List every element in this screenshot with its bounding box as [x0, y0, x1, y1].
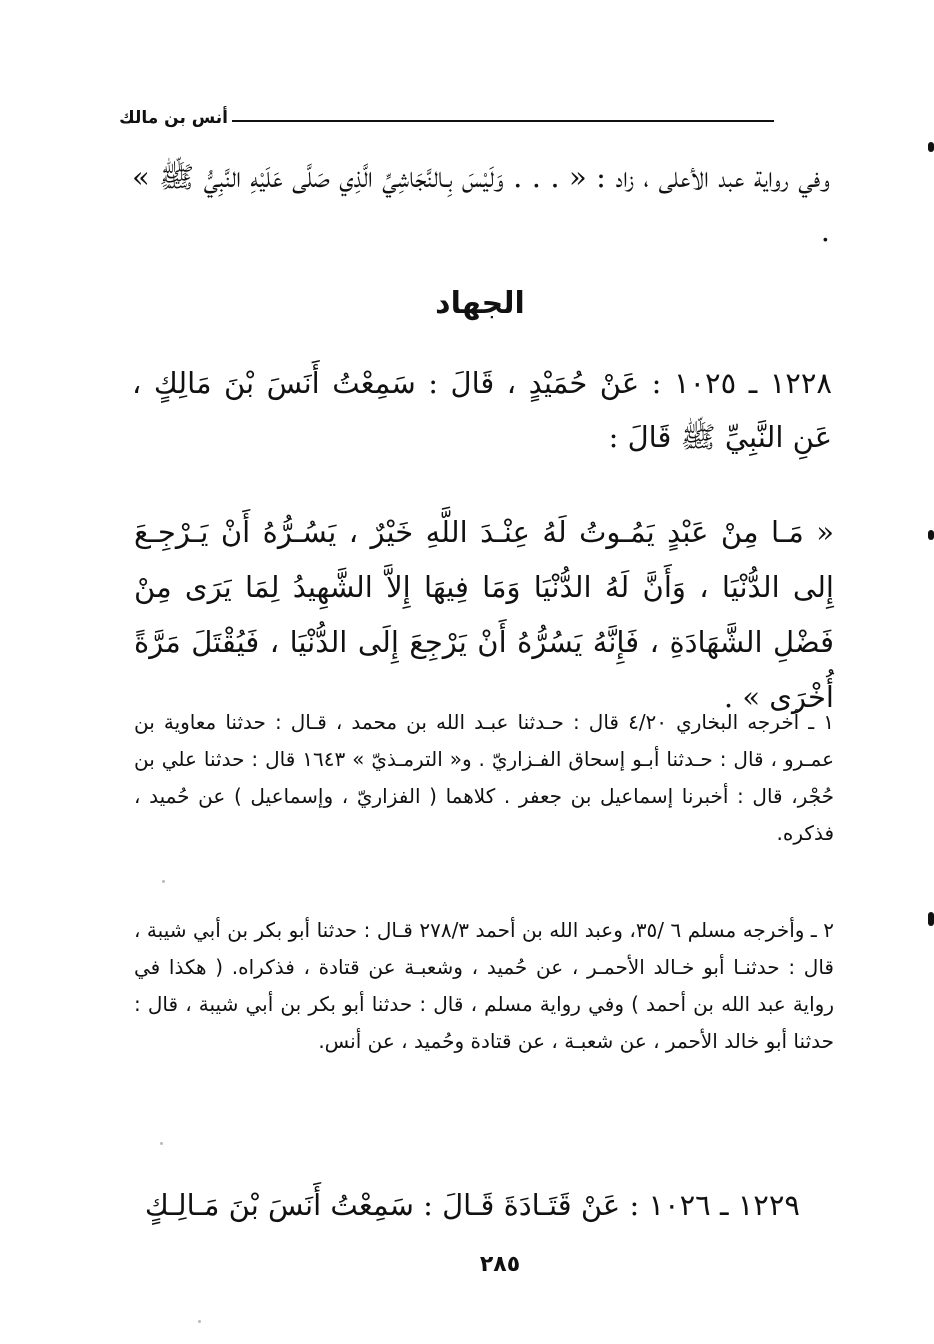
page-number: ٢٨٥ — [479, 1252, 521, 1277]
margin-mark — [928, 142, 934, 152]
hadith-1228-matn: « مَـا مِنْ عَبْدٍ يَمُـوتُ لَهُ عِنْـدَ اللَّهِ خَيْرٌ ، يَسُـرُّهُ أَنْ يَـرْجِـعَ إِلى الدُّنْيَا ، وَأَنَّ لَهُ الدُّنْيَا وَمَا فِيهَا إِلاَّ الشَّهِيدُ لِمَا يَرَى مِنْ فَضْلِ الشَّهَادَةِ ، فَإِنَّهُ يَسُرُّهُ أَنْ يَرْجِعَ إِلَى الدُّنْيَا ، فَيُقْتَلَ مَرَّةً أُخْرَى » . — [134, 515, 834, 714]
scan-speck — [198, 1320, 201, 1323]
header-rule — [232, 120, 774, 122]
section-title: الجهاد — [435, 286, 525, 321]
hadith-1228-isnad: ١٢٢٨ ـ ١٠٢٥ : عَنْ حُمَيْدٍ ، قَالَ : سَمِعْتُ أَنَسَ بْنَ مَالِكٍ ، عَنِ النَّبِيِّ ﷺ قَالَ : — [132, 366, 832, 454]
hadith-1229-isnad: ١٢٢٩ ـ ١٠٢٦ : عَنْ قَتَـادَةَ قَـالَ : سَمِعْتُ أَنَسَ بْنَ مَـالِـكٍ — [144, 1188, 800, 1222]
footnote-1: ١ ـ أخرجه البخاري ٤/٢٠ قال : حـدثنا عبـد الله بن محمد ، قـال : حدثنا معاوية بن عمـرو ، قال : حـدثنا أبـو إسحاق الفـزاريّ . و« الترمـذيّ » ١٦٤٣ قال : حدثنا علي بن حُجْر، قال : أخبرنا إسماعيل بن جعفر . كلاهما ( الفزاريّ ، وإسماعيل ) عن حُميد ، فذكره. — [134, 710, 834, 845]
margin-mark — [928, 530, 934, 540]
margin-mark — [928, 912, 934, 926]
running-head-title: أنس بن مالك — [119, 108, 228, 128]
scan-speck — [162, 880, 165, 883]
intro-paragraph: وفي رواية عبد الأعلى ، زاد : « . . . وَلَيْسَ بِـالنَّجَاشِيِّ الَّذِي صَلَّى عَلَيْهِ النَّبِيُّ ﷺ » . — [132, 160, 830, 248]
scan-speck — [160, 1142, 163, 1145]
footnote-2: ٢ ـ وأخرجه مسلم ٦ /٣٥، وعبد الله بن أحمد ٢٧٨/٣ قـال : حدثنا أبو بكر بن أبي شيبة ، قال : حدثنـا أبو خـالد الأحمـر ، عن حُميد ، وشعبـة عن قتادة ، فذكراه. ( هكذا في رواية عبد الله بن أحمد ) وفي رواية مسلم ، قال : حدثنا أبو بكر بن أبي شيبة ، قال : حدثنا أبو خالد الأحمر ، عن شعبـة ، عن قتادة وحُميد ، عن أنس. — [134, 918, 834, 1053]
